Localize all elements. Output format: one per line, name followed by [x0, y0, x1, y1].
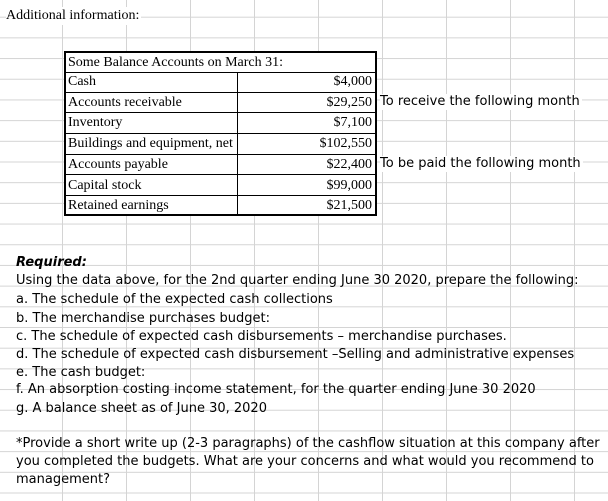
table-row[interactable]: [66, 196, 375, 217]
row-value: $7,100: [333, 115, 372, 131]
table-row[interactable]: [66, 93, 375, 114]
row-value: $29,250: [326, 94, 372, 110]
row-value: $4,000: [333, 74, 372, 89]
required-line: f. An absorption costing income statement, for the quarter ending June 30 2020: [16, 382, 536, 397]
required-line: a. The schedule of the expected cash collections: [16, 292, 333, 307]
table-row[interactable]: [66, 113, 375, 134]
required-line: d. The schedule of expected cash disbursement –Selling and administrative expenses: [16, 347, 575, 362]
row-label: Cash: [68, 74, 96, 89]
row-value: $102,550: [319, 136, 372, 152]
row-label: Retained earnings: [68, 198, 169, 214]
writeup-line: management?: [16, 472, 110, 487]
note-receivable: To receive the following month: [380, 94, 580, 109]
table-row[interactable]: [66, 176, 375, 197]
writeup-line: *Provide a short write up (2-3 paragraphs) of the cashflow situation at this company after: [16, 436, 600, 451]
row-value: $21,500: [326, 198, 372, 214]
table-row[interactable]: [66, 155, 375, 176]
table-row[interactable]: [66, 72, 375, 93]
required-line: c. The schedule of expected cash disbursements – merchandise purchases.: [16, 329, 507, 344]
required-line: e. The cash budget:: [16, 365, 146, 380]
balance-accounts-table: [64, 51, 377, 216]
required-line: b. The merchandise purchases budget:: [16, 311, 270, 326]
row-value: $99,000: [326, 177, 372, 193]
required-line: Using the data above, for the 2nd quarter ending June 30 2020, prepare the following:: [16, 273, 579, 288]
table-header: Some Balance Accounts on March 31:: [66, 53, 375, 73]
table-row[interactable]: [66, 134, 375, 155]
note-payable: To be paid the following month: [380, 156, 581, 171]
row-label: Accounts receivable: [68, 94, 182, 110]
row-label: Accounts payable: [68, 156, 168, 172]
row-value: $22,400: [326, 156, 372, 172]
required-line: g. A balance sheet as of June 30, 2020: [16, 401, 267, 416]
row-label: Inventory: [68, 115, 123, 131]
row-label: Capital stock: [68, 177, 142, 193]
row-label: Buildings and equipment, net: [68, 136, 233, 152]
writeup-line: you completed the budgets. What are your concerns and what would you recommend to: [16, 454, 594, 469]
additional-info-title: Additional information:: [6, 8, 140, 23]
required-heading: Required:: [16, 255, 87, 270]
